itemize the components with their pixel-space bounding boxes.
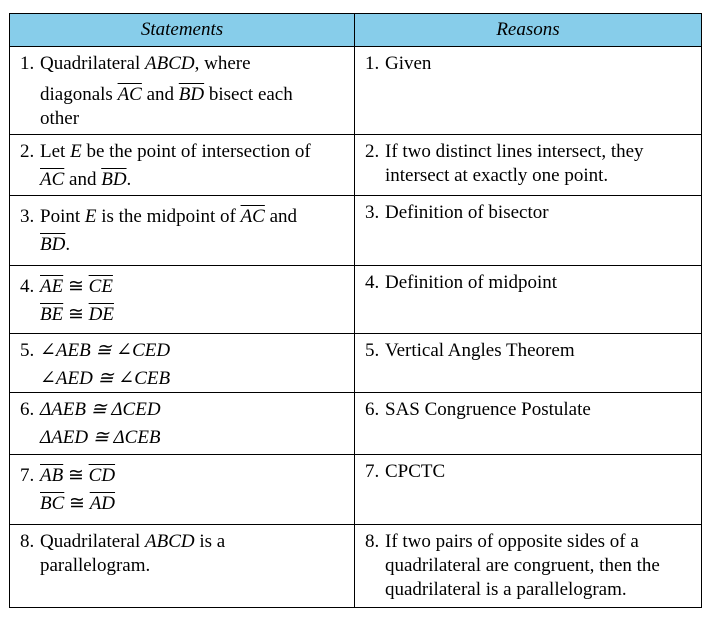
statement-text [20, 52, 354, 131]
congruent-symbol: ≅ [63, 304, 89, 325]
text-run: E [70, 141, 82, 162]
angle-congruence: ∠AEB ≅ ∠CED [40, 340, 171, 361]
statement-cell [10, 334, 355, 393]
text-run: diagonals [40, 84, 118, 105]
segment-cd: $\overline{CD}$ [88, 465, 116, 486]
reason-cell [355, 135, 702, 196]
reason-cell [355, 334, 702, 393]
text-run: bisect each [204, 84, 293, 105]
text-run: is the midpoint of [96, 206, 241, 227]
statement-number: 7. [20, 465, 35, 486]
segment-ab: $\overline{AB}$ [40, 465, 64, 486]
reason-text: Vertical Angles Theorem [385, 340, 575, 361]
text-run: is a [194, 531, 226, 552]
congruent-symbol: ≅ [64, 493, 90, 514]
segment-bd: $\overline{BD}$ [40, 234, 66, 255]
segment-ae: $\overline{AE}$ [40, 276, 64, 297]
table-row [10, 47, 702, 135]
reason-text: Definition of bisector [385, 202, 549, 223]
text-run: and [64, 169, 102, 190]
statement-text [20, 275, 354, 327]
statement-cell [10, 266, 355, 334]
text-run: and [141, 84, 179, 105]
reason-cell [355, 196, 702, 266]
reason-number: 3. [365, 202, 380, 223]
reason-cell [355, 455, 702, 525]
statement-cell [10, 196, 355, 266]
text-run: E [84, 206, 97, 227]
text-run: parallelogram. [40, 555, 151, 576]
statement-number: 3. [20, 206, 35, 227]
header-row [10, 14, 702, 47]
angle-congruence: ∠AED ≅ ∠CEB [40, 368, 171, 389]
text-run: Point [40, 206, 85, 227]
segment-bc: $\overline{BC}$ [40, 493, 65, 514]
statement-number: 1. [20, 53, 35, 74]
statement-text [20, 398, 354, 450]
reason-text: If two pairs of opposite sides of a quadrilateral are congruent, then the quadrilateral is a parallelogram. [385, 531, 660, 600]
statement-text [20, 140, 354, 192]
statement-text [20, 339, 354, 391]
text-run: Let [40, 141, 71, 162]
text-run: , where [194, 53, 251, 74]
statements-header: Statements [10, 14, 355, 47]
reason-text: Given [385, 53, 432, 74]
reasons-header: Reasons [355, 14, 702, 47]
table-row [10, 135, 702, 196]
table-row [10, 393, 702, 455]
statement-number: 8. [20, 531, 35, 552]
congruent-symbol: ≅ [63, 276, 89, 297]
segment-ce: $\overline{CE}$ [88, 276, 113, 297]
text-run: ABCD [144, 531, 195, 552]
triangle-congruence: ΔAEB ≅ ΔCED [40, 399, 161, 420]
reason-text: SAS Congruence Postulate [385, 399, 591, 420]
segment-be: $\overline{BE}$ [40, 304, 64, 325]
segment-ad: $\overline{AD}$ [89, 493, 116, 514]
segment-ac: $\overline{AC}$ [117, 84, 142, 105]
reason-text: CPCTC [385, 461, 446, 482]
segment-ac: $\overline{AC}$ [40, 169, 65, 190]
table-row [10, 334, 702, 393]
segment-ac: $\overline{AC}$ [240, 206, 265, 227]
reason-number: 5. [365, 340, 380, 361]
statement-number: 4. [20, 276, 35, 297]
text-run: Quadrilateral [40, 53, 145, 74]
table-row [10, 525, 702, 608]
reason-number: 2. [365, 141, 380, 162]
statement-text [20, 464, 354, 516]
proof-table [9, 13, 702, 608]
text-run: . [65, 234, 71, 255]
table-row [10, 455, 702, 525]
statement-number: 6. [20, 399, 35, 420]
statement-cell [10, 47, 355, 135]
reason-number: 6. [365, 399, 380, 420]
triangle-congruence: ΔAED ≅ ΔCEB [40, 427, 161, 448]
reason-text: If two distinct lines intersect, they intersect at exactly one point. [385, 141, 644, 186]
statement-cell [10, 393, 355, 455]
statement-cell [10, 455, 355, 525]
text-run: and [264, 206, 298, 227]
text-run: be the point of intersection of [81, 141, 311, 162]
text-run: ABCD [144, 53, 195, 74]
segment-bd: $\overline{BD}$ [101, 169, 127, 190]
text-run: Quadrilateral [40, 531, 145, 552]
reason-cell [355, 393, 702, 455]
statement-cell [10, 135, 355, 196]
reason-cell [355, 525, 702, 608]
reason-cell [355, 47, 702, 135]
table-row [10, 196, 702, 266]
text-run: other [40, 108, 80, 129]
segment-bd: $\overline{BD}$ [178, 84, 205, 105]
reason-number: 8. [365, 531, 380, 552]
statement-text [20, 530, 354, 578]
table-row [10, 266, 702, 334]
reason-number: 7. [365, 461, 380, 482]
reason-number: 4. [365, 272, 380, 293]
reason-number: 1. [365, 53, 380, 74]
statement-number: 2. [20, 141, 35, 162]
reason-cell [355, 266, 702, 334]
congruent-symbol: ≅ [63, 465, 89, 486]
reason-text: Definition of midpoint [385, 272, 558, 293]
segment-de: $\overline{DE}$ [88, 304, 114, 325]
statement-cell [10, 525, 355, 608]
text-run: . [126, 169, 132, 190]
statement-number: 5. [20, 340, 35, 361]
statement-text [20, 205, 354, 257]
